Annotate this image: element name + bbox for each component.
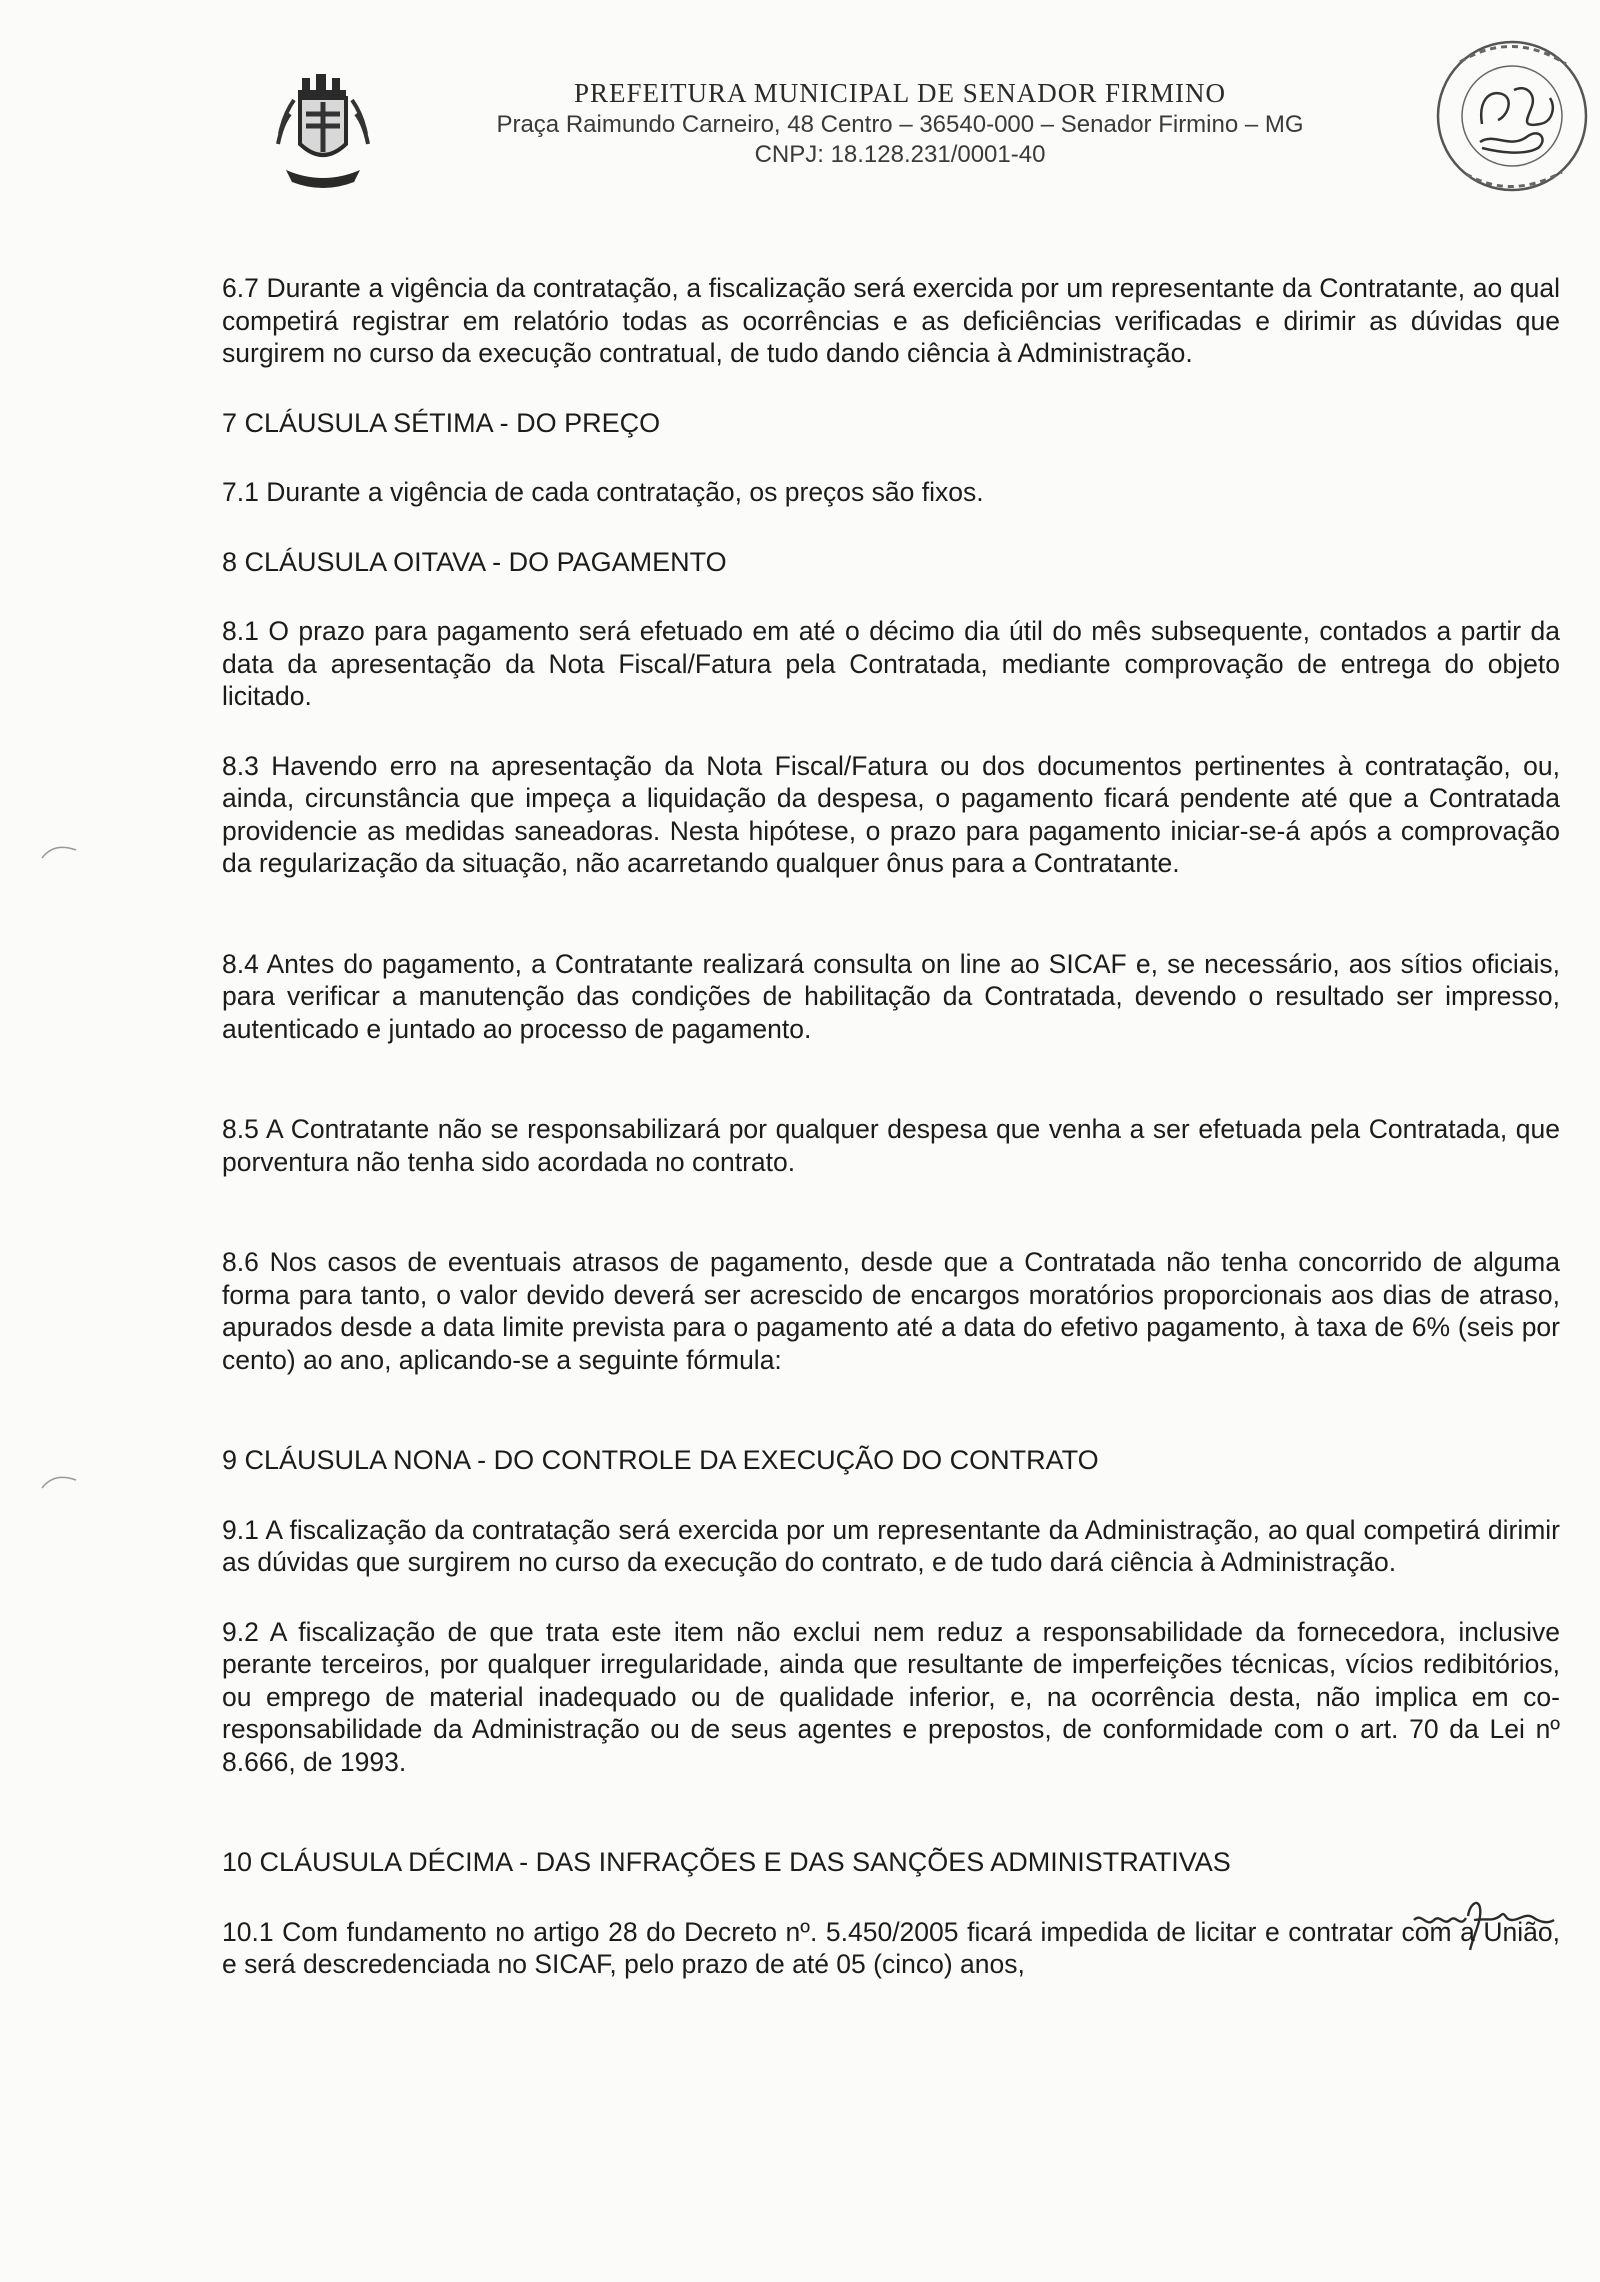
clause-8-4: 8.4 Antes do pagamento, a Contratante realizará consulta on line ao SICAF e, se necessário, aos sítios oficiais, para verificar a manutenção das condições de habilitação da Contratada, devendo o resultado ser impresso, autenticado e juntado ao processo de pagamento. (222, 948, 1560, 1044)
punch-mark (40, 840, 80, 860)
clause-8-3: 8.3 Havendo erro na apresentação da Nota Fiscal/Fatura ou dos documentos pertinentes à contratação, ou, ainda, circunstância que impeça a liquidação da despesa, o pagamento ficará pendente até que a Contratada providencie as medidas saneadoras. Nesta hipótese, o prazo para pagamento iniciar-se-á após a comprovação da regularização da situação, não acarretando qualquer ônus para a Contratante. (222, 750, 1560, 878)
punch-mark (40, 1470, 80, 1490)
municipal-crest-icon (272, 74, 382, 200)
clause-8-6: 8.6 Nos casos de eventuais atrasos de pagamento, desde que a Contratada não tenha concorrido de alguma forma para tanto, o valor devido deverá ser acrescido de encargos moratórios proporcionais aos dias de atraso, apurados desde a data limite prevista para o pagamento até a data do efetivo pagamento, à taxa de 6% (seis por cento) ao ano, aplicando-se a seguinte fórmula: (222, 1247, 1560, 1375)
letterhead-cnpj: CNPJ: 18.128.231/0001-40 (754, 141, 1046, 168)
heading-clause-9: 9 CLÁUSULA NONA - DO CONTROLE DA EXECUÇÃO DO CONTRATO (222, 1445, 1099, 1475)
heading-clause-7: 7 CLÁUSULA SÉTIMA - DO PREÇO (222, 407, 661, 438)
heading-clause-8: 8 CLÁUSULA OITAVA - DO PAGAMENTO (222, 546, 727, 577)
clause-8-1: 8.1 O prazo para pagamento será efetuado em até o décimo dia útil do mês subsequente, contados a partir da data da apresentação da Nota Fiscal/Fatura pela Contratada, mediante comprovação de entrega do objeto licitado. (222, 616, 1560, 711)
letterhead (400, 78, 1400, 169)
commission-stamp (1420, 24, 1600, 204)
document-body (222, 272, 1560, 2018)
heading-clause-10: 10 CLÁUSULA DÉCIMA - DAS INFRAÇÕES E DAS SANÇÕES ADMINISTRATIVAS (222, 1847, 1231, 1877)
clause-6-7: 6.7 Durante a vigência da contratação, a fiscalização será exercida por um representante da Contratante, ao qual competirá registrar em relatório todas as ocorrências e as deficiências verificadas e dirimir as dúvidas que surgirem no curso da execução contratual, de tudo dando ciência à Administração. (222, 273, 1560, 368)
clause-8-5: 8.5 A Contratante não se responsabilizará por qualquer despesa que venha a ser efetuada pela Contratada, que porventura não tenha sido acordada no contrato. (222, 1114, 1560, 1177)
clause-10-1: 10.1 Com fundamento no artigo 28 do Decreto nº. 5.450/2005 ficará impedida de licitar e contratar com a União, e será descredenciada no SICAF, pelo prazo de até 05 (cinco) anos, (222, 1916, 1560, 1979)
letterhead-address: Praça Raimundo Carneiro, 48 Centro – 36540-000 – Senador Firmino – MG (496, 111, 1304, 138)
clause-9-2: 9.2 A fiscalização de que trata este item não exclui nem reduz a responsabilidade da fornecedora, inclusive perante terceiros, por qualquer irregularidade, ainda que resultante de imperfeições técnicas, vícios redibitórios, ou emprego de material inadequado ou de qualidade inferior, e, na ocorrência desta, não implica em co-responsabilidade da Administração ou de seus agentes e prepostos, de conformidade com o art. 70 da Lei nº 8.666, de 1993. (222, 1616, 1560, 1777)
letterhead-title: PREFEITURA MUNICIPAL DE SENADOR FIRMINO (573, 78, 1227, 108)
clause-7-1: 7.1 Durante a vigência de cada contratação, os preços são fixos. (222, 477, 984, 507)
clause-9-1: 9.1 A fiscalização da contratação será exercida por um representante da Administração, ao qual competirá dirimir as dúvidas que surgirem no curso da execução do contrato, e de tudo dará ciência à Administração. (222, 1514, 1560, 1577)
